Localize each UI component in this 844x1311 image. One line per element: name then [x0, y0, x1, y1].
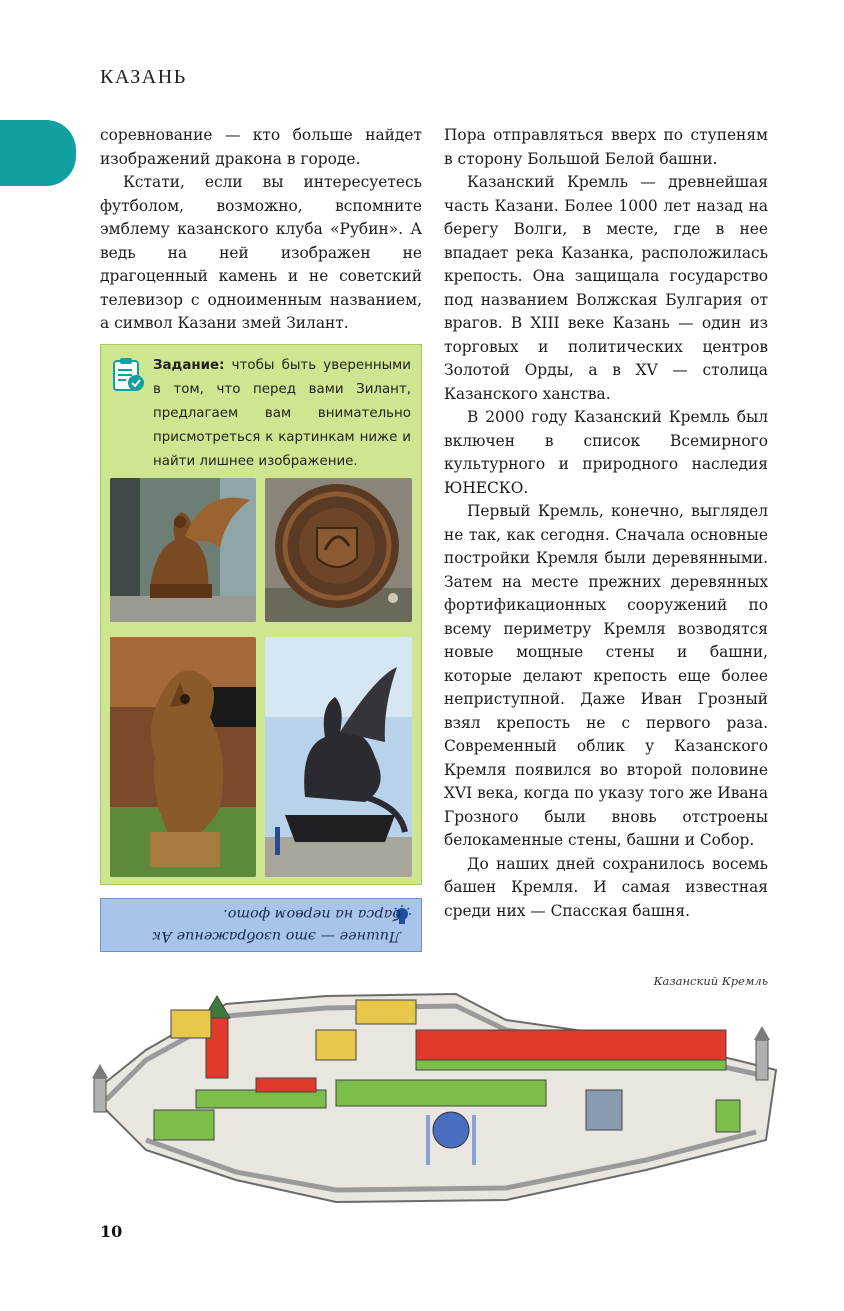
- right-paragraph-2: Казанский Кремль — древнейшая часть Казани. Более 1000 лет назад на берегу Волги, в месте, где в нее впадает река Казанка, расположилась крепость. Она защищала государство под названием Волжская Булгария от врагов. В XIII веке Казань — один из торговых и политических центров Золотой Орды, а в XV — столица Казанского ханства.: [444, 173, 768, 403]
- task-box: [100, 344, 422, 885]
- task-label: Задание:: [153, 358, 225, 373]
- left-paragraph-1: соревнование — кто больше найдет изображений дракона в городе.: [100, 126, 422, 168]
- page-number: 10: [100, 1222, 123, 1241]
- task-body: чтобы быть уверенными в том, что перед вами Зилант, предлагаем вам внимательно присмотреться к картинкам ниже и найти лишнее изображение.: [153, 358, 411, 469]
- right-paragraph-1: Пора отправляться вверх по ступеням в сторону Большой Белой башни.: [444, 126, 768, 168]
- hint-text-upside-down: Лишнее — это изображение Ак барса на первом фото.: [152, 906, 401, 944]
- right-paragraph-5: До наших дней сохранилось восемь башен Кремля. И самая известная среди них — Спасская башня.: [444, 854, 768, 920]
- photo-wooden-dragon: [110, 637, 256, 877]
- clipboard-check-icon: [110, 356, 146, 392]
- chapter-tab: [0, 120, 76, 186]
- photo-manhole-cover: [265, 478, 412, 622]
- right-column: [444, 124, 768, 923]
- hint-box: [100, 898, 422, 952]
- left-paragraph-2: Кстати, если вы интересуетесь футболом, возможно, вспомните эмблему казанского клуба «Рубин». А ведь на ней изображен не драгоценный камень и не советский телевизор с одноименным названием, а символ Казани змей Зилант.: [100, 173, 422, 332]
- illustration-caption: Казанский Кремль: [653, 974, 768, 988]
- photo-winged-beast: [110, 478, 256, 622]
- right-paragraph-3: В 2000 году Казанский Кремль был включен в список Всемирного культурного и природного наследия ЮНЕСКО.: [444, 408, 768, 497]
- running-title: КАЗАНЬ: [100, 66, 187, 88]
- photo-dragon-monument: [265, 637, 412, 877]
- task-text: [153, 354, 411, 474]
- kremlin-illustration: [86, 990, 780, 1210]
- left-column: [100, 124, 422, 336]
- right-paragraph-4: Первый Кремль, конечно, выглядел не так, как сегодня. Сначала основные постройки Кремля были деревянными. Затем на месте прежних деревянных фортификационных сооружений по всему периметру Кремля возводятся новые мощные стены и башни, которые делают крепость еще более неприступной. Даже Иван Грозный взял крепость не с первого раза. Современный облик у Казанского Кремля появился во второй половине XVI века, когда по указу того же Ивана Грозного были вновь отстроены белокаменные стены, башни и Собор.: [444, 502, 768, 849]
